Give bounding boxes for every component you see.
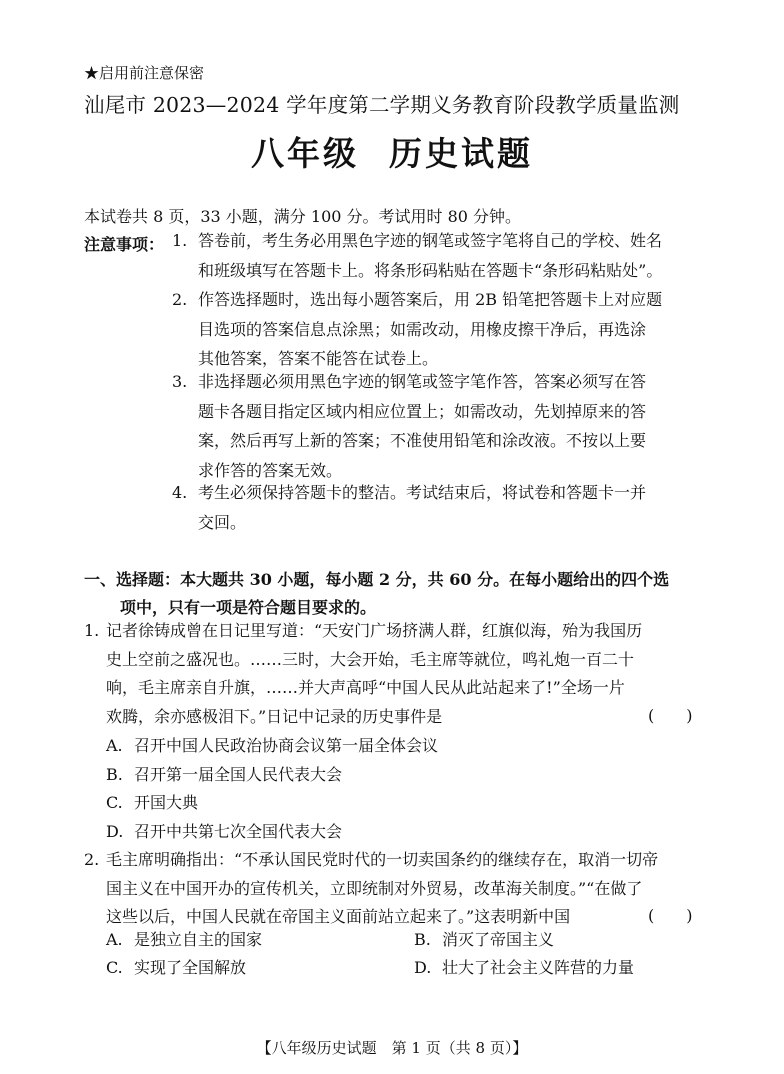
question-line: 记者徐铸成曾在日记里写道：“天安门广场挤满人群，红旗似海，殆为我国历 [106,621,643,640]
page-footer: 【八年级历史试题 第 1 页（共 8 页）】 [256,1039,528,1057]
option-letter: C. [106,793,123,813]
option-d [414,955,634,978]
question-line: 响，毛主席亲自升旗，……并大声高呼“中国人民从此站起来了!”全场一片 [106,678,625,698]
question-line: 这些以后，中国人民就在帝国主义面前站立起来了。”这表明新中国 [106,907,571,927]
note-line: 题卡各题目指定区域内相应位置上；如需改动，先划掉原来的答 [198,401,647,421]
question-number: 1. [84,621,100,640]
option-text: 是独立自主的国家 [134,930,263,949]
note-number: 3. [172,372,188,391]
option-text: 开国大典 [134,793,199,813]
notes-label: 注意事项： [84,235,165,254]
note-line: 求作答的答案无效。 [198,460,343,480]
note-item-1 [172,226,662,285]
note-line: 作答选择题时，选出每小题答案后，用 2B 铅笔把答题卡上对应题 [198,290,663,309]
section-line: 一、选择题：本大题共 30 小题，每小题 2 分，共 60 分。在每小题给出的四个选 [84,570,670,589]
answer-paren: ( ) [648,906,693,925]
option-b [84,761,642,790]
option-letter: C. [106,958,123,977]
option-d [84,818,642,847]
note-number: 2. [172,290,188,309]
note-item-4 [172,478,646,537]
section-heading [84,566,669,622]
option-a [106,927,262,950]
question-line: 毛主席明确指出：“不承认国民党时代的一切卖国条约的继续存在，取消一切帝 [106,850,659,869]
option-c [106,955,246,978]
exam-intro: 本试卷共 8 页，33 小题，满分 100 分。考试用时 80 分钟。 [84,207,522,226]
note-item-2 [172,285,662,374]
option-letter: A. [106,930,123,949]
note-line: 案，然后再写上新的答案；不准使用铅笔和涂改液。不按以上要 [198,431,647,450]
option-letter: D. [106,821,124,841]
option-letter: A. [106,735,123,755]
note-line: 其他答案，答案不能答在试卷上。 [198,349,439,368]
option-text: 召开第一届全国人民代表大会 [134,764,343,784]
option-text: 召开中共第七次全国代表大会 [134,821,343,841]
subject-label: 历史试题 [389,134,533,173]
note-line: 考生必须保持答题卡的整洁。考试结束后，将试卷和答题卡一并 [198,483,647,502]
question-line: 史上空前之盛况也。……三时，大会开始，毛主席等就位，鸣礼炮一百二十 [106,649,635,669]
option-letter: D. [414,958,432,977]
question-1 [84,617,642,847]
grade-label: 八年级 [251,134,359,173]
option-a [84,732,642,761]
subject-title [0,128,784,175]
question-number: 2. [84,850,100,869]
note-number: 4. [172,483,188,502]
question-line: 国主义在中国开办的宣传机关，立即统制对外贸易，改革海关制度。”“在做了 [106,878,643,898]
note-item-3 [172,367,646,485]
option-text: 召开中国人民政治协商会议第一届全体会议 [134,735,439,755]
note-number: 1. [172,231,188,250]
question-line: 欢腾，余亦感极泪下。”日记中记录的历史事件是 [106,707,443,727]
note-line: 交回。 [198,512,247,532]
option-c [84,789,642,818]
option-letter: B. [414,930,431,949]
note-line: 非选择题必须用黑色字迹的钢笔或签字笔作答，答案必须写在答 [198,372,647,391]
option-b [414,927,554,950]
note-line: 目选项的答案信息点涂黑；如需改动，用橡皮擦干净后，再选涂 [198,319,647,339]
option-text: 消灭了帝国主义 [442,930,555,949]
option-letter: B. [106,764,123,784]
option-text: 壮大了社会主义阵营的力量 [442,958,635,977]
secret-notice: ★启用前注意保密 [84,64,205,82]
option-text: 实现了全国解放 [134,958,247,977]
question-2 [84,846,658,932]
note-line: 和班级填写在答题卡上。将条形码粘贴在答题卡“条形码粘贴处”。 [198,260,663,280]
answer-paren: ( ) [648,706,693,725]
exam-title: 汕尾市 2023—2024 学年度第二学期义务教育阶段教学质量监测 [84,93,680,117]
note-line: 答卷前，考生务必用黑色字迹的钢笔或签字笔将自己的学校、姓名 [198,231,663,250]
section-line: 项中，只有一项是符合题目要求的。 [120,598,377,617]
